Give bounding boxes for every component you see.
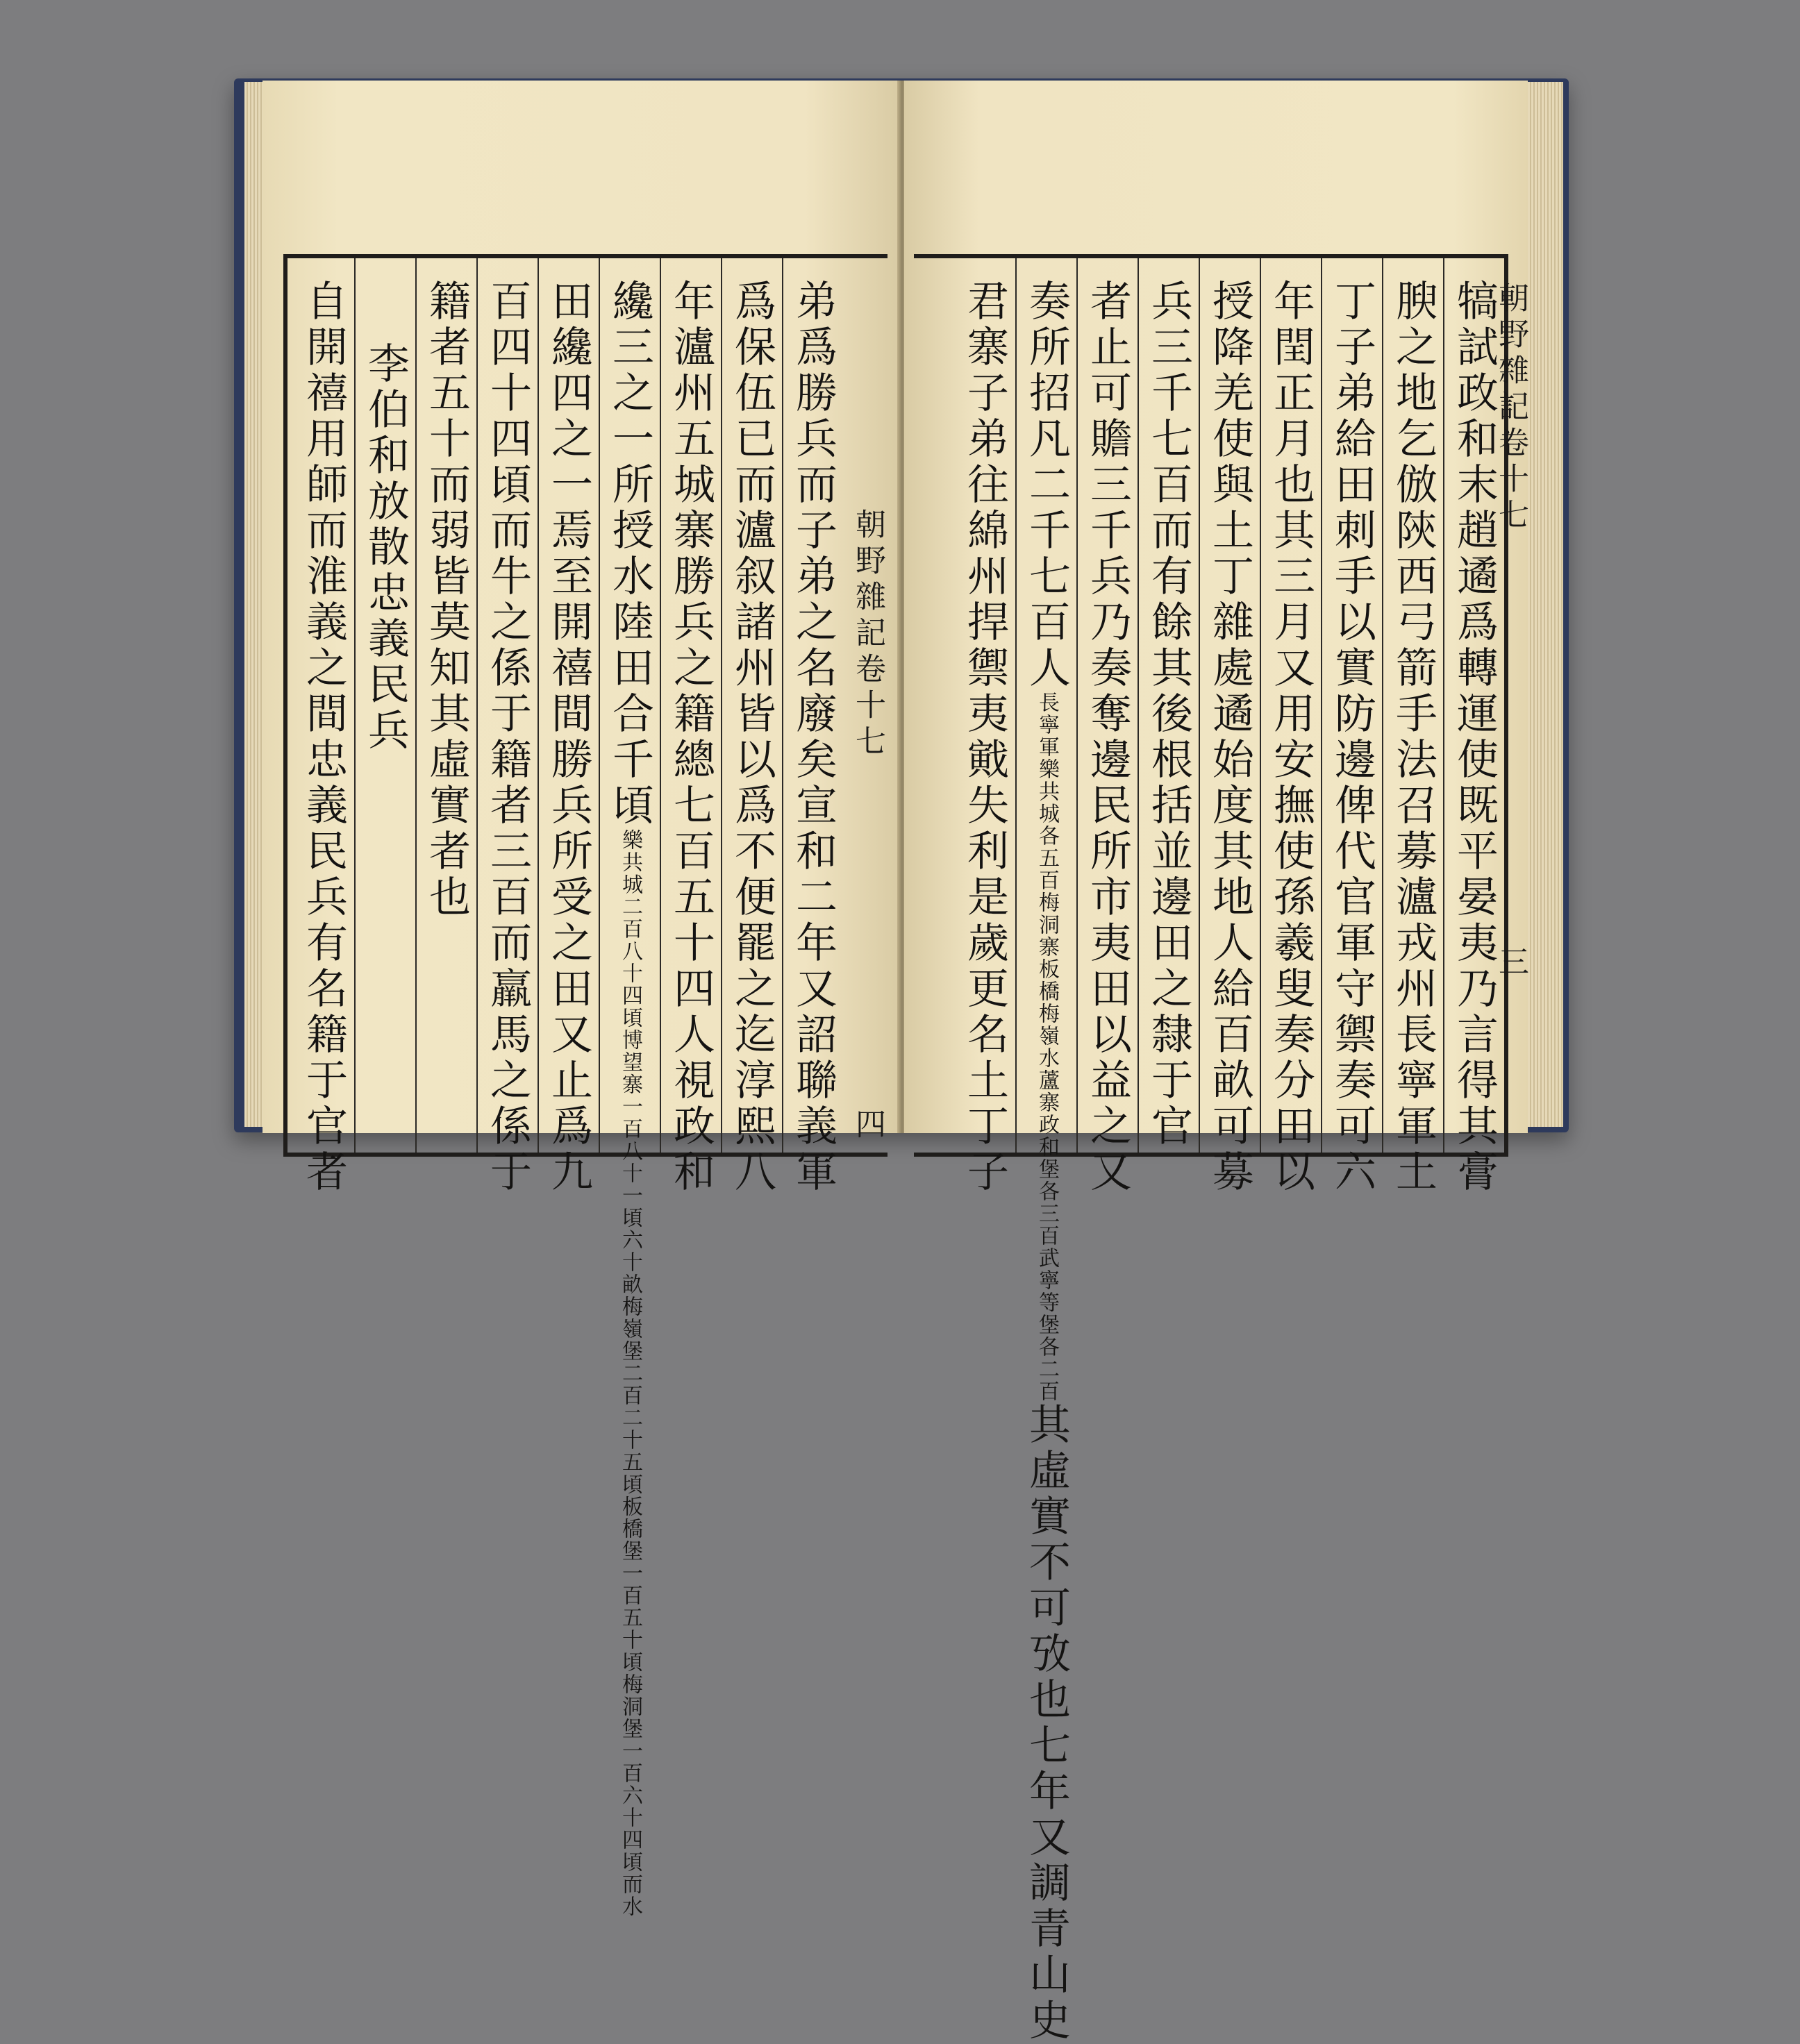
text-column xyxy=(599,258,660,1918)
column-text xyxy=(599,258,660,1918)
main-text: 李伯和放散忠義民兵 xyxy=(361,342,410,754)
column-text xyxy=(477,258,538,1196)
main-text: 者止可贍三千兵乃奏奪邊民所市夷田以益之又 xyxy=(1083,279,1132,1196)
text-column xyxy=(954,258,1015,1196)
column-text xyxy=(722,258,783,1196)
main-text: 年瀘州五城寨勝兵之籍總七百五十四人視政和 xyxy=(667,279,715,1196)
column-text xyxy=(660,258,722,1196)
column-text xyxy=(1077,258,1138,1196)
column-text xyxy=(783,258,844,1196)
text-column xyxy=(1321,258,1382,1196)
text-column xyxy=(1260,258,1321,1196)
text-column xyxy=(660,258,721,1196)
text-column xyxy=(782,258,843,1196)
main-text: 爲保伍已而瀘叙諸州皆以爲不便罷之迄淳熙八 xyxy=(728,279,776,1196)
text-column xyxy=(354,258,415,1153)
column-text xyxy=(416,258,477,1153)
main-text: 弟爲勝兵而子弟之名廢矣宣和二年又詔聯義軍 xyxy=(789,279,838,1196)
main-text: 自開禧用師而淮義之間忠義民兵有名籍于官者 xyxy=(299,279,348,1196)
column-text xyxy=(1322,258,1383,1196)
main-text: 年閏正月也其三月又用安撫使孫羲叟奏分田以 xyxy=(1267,279,1315,1196)
text-column xyxy=(293,258,354,1196)
right-spine-title: 朝野雜記卷十七 xyxy=(1493,282,1528,535)
column-text xyxy=(355,258,416,1153)
column-text xyxy=(293,258,354,1196)
column-text xyxy=(1016,258,1077,2044)
left-text-frame xyxy=(283,254,888,1918)
main-text: 奏所招凡二千七百人 xyxy=(1022,279,1071,692)
column-text xyxy=(1383,258,1444,1196)
main-text: 君寨子弟往綿州捍禦夷戭失利是歲更名土丁子 xyxy=(960,279,1009,1196)
right-text-frame xyxy=(914,254,1508,2044)
column-text xyxy=(1199,258,1260,1196)
interlinear-annotation: 長寧軍樂共城各五百梅洞寨板橋梅嶺水蘆寨政和堡各三百武寧等堡各二百 xyxy=(1035,692,1059,1402)
main-text: 籍者五十而弱皆莫知其虛實者也 xyxy=(422,279,471,921)
left-columns xyxy=(288,258,843,1918)
interlinear-annotation: 樂共城二百八十四頃博望寨一百八十一頃六十畝梅嶺堡二百二十五頃板橋堡一百五十頃梅洞堡一百六十四頃而水 xyxy=(618,829,642,1918)
main-text: 犒試政和末趙遹爲轉運使既平晏夷乃言得其膏 xyxy=(1450,279,1499,1196)
text-column xyxy=(538,258,599,1196)
text-column xyxy=(1138,258,1199,1153)
left-page xyxy=(262,81,900,1918)
right-spine-column xyxy=(1486,254,1535,1157)
column-text xyxy=(1138,258,1199,1153)
column-text xyxy=(954,258,1015,1196)
main-text: 田纔四之一焉至開禧間勝兵所受之田又止爲九 xyxy=(544,279,593,1196)
left-spine-title: 朝野雜記卷十七 xyxy=(850,508,885,761)
main-text-tail: 其虛實不可攷也七年又調青山史 xyxy=(1022,1402,1071,2044)
column-text xyxy=(538,258,599,1196)
right-columns xyxy=(914,258,1504,2044)
left-spine-column xyxy=(843,258,892,1153)
text-column xyxy=(415,258,476,1153)
left-folio: 四 xyxy=(850,1108,885,1139)
text-column xyxy=(1076,258,1138,1196)
main-text: 百四十四頃而牛之係于籍者三百而羸馬之係于 xyxy=(483,279,532,1196)
text-column xyxy=(721,258,782,1196)
column-text xyxy=(1260,258,1322,1196)
right-folio: 三 xyxy=(1493,946,1528,976)
main-text: 丁子弟給田刺手以實防邊俾代官軍守禦奏可六 xyxy=(1328,279,1376,1196)
main-text: 兵三千七百而有餘其後根括並邊田之隸于官 xyxy=(1144,279,1193,1150)
right-page xyxy=(904,81,1528,2044)
text-column xyxy=(1015,258,1076,2044)
text-column xyxy=(1382,258,1443,1196)
main-text: 纔三之一所授水陸田合千頃 xyxy=(606,279,654,829)
main-text: 腴之地乞倣陝西弓箭手法召募瀘戎州長寧軍土 xyxy=(1389,279,1438,1196)
text-column xyxy=(1199,258,1260,1196)
main-text: 授降羌使與土丁雜處遹始度其地人給百畝可募 xyxy=(1206,279,1254,1196)
text-column xyxy=(476,258,538,1196)
